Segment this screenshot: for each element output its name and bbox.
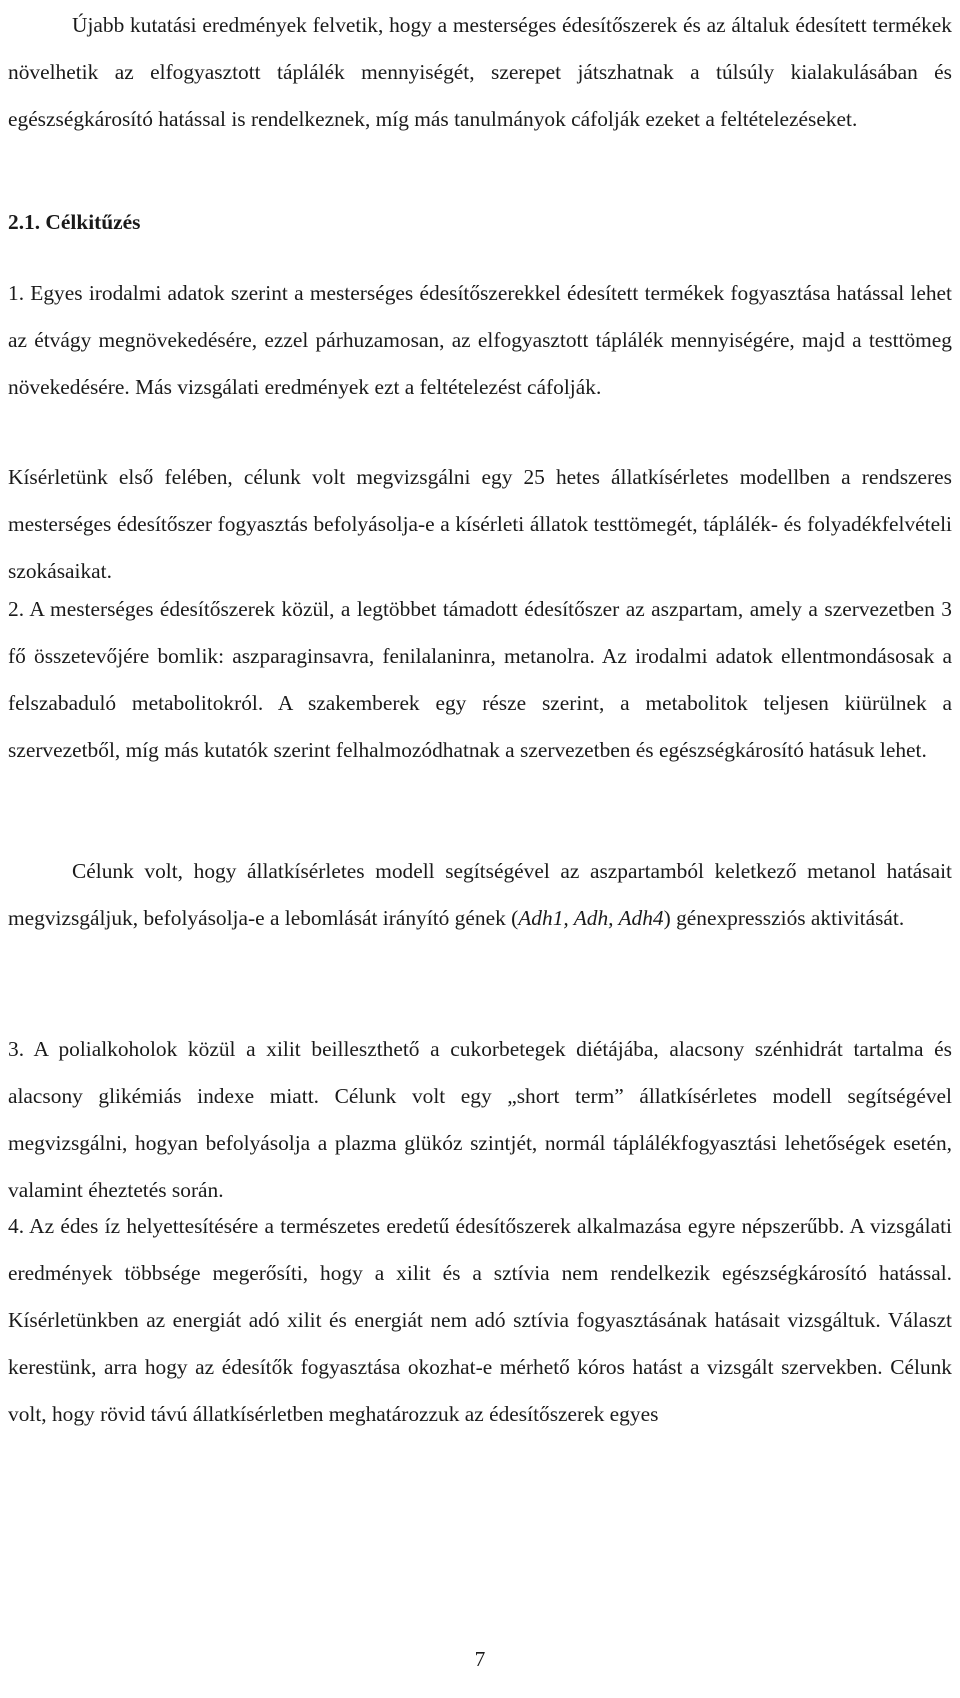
aim-2-goal-paragraph — [8, 848, 952, 942]
aim-2-paragraph: 2. A mesterséges édesítőszerek közül, a legtöbbet támadott édesítőszer az aszpartam, amely a szervezetben 3 fő összetevőjére bomlik: aszparaginsavra, fenilalaninra, metanolra. Az irodalmi adatok ellentmondásosak a felszabaduló metabolitokról. A szakemberek egy része szerint, a metabolitok teljesen kiürülnek a szervezetből, míg más kutatók szerint felhalmozódhatnak a szervezetben és egészségkárosító hatásuk lehet. — [8, 597, 952, 762]
aim-1-experiment-paragraph: Kísérletünk első felében, célunk volt megvizsgálni egy 25 hetes állatkísérletes modellben a rendszeres mesterséges édesítőszer fogyasztás befolyásolja-e a kísérleti állatok testtömegét, táplálék- és folyadékfelvételi szokásaikat. — [8, 465, 952, 583]
page-number: 7 — [474, 1647, 486, 1671]
aim-3-paragraph: 3. A polialkoholok közül a xilit beilleszthető a cukorbetegek diétájába, alacsony szénhidrát tartalma és alacsony glikémiás indexe miatt. Célunk volt egy „short term” állatkísérletes modell segítségével megvizsgálni, hogyan befolyásolja a plazma glükóz szintjét, normál táplálékfogyasztási lehetőségek esetén, valamint éheztetés során. — [8, 1037, 952, 1202]
aim-2-goal-tail: ) génexpressziós aktivitását. — [663, 906, 905, 930]
aim-1-paragraph: 1. Egyes irodalmi adatok szerint a mesterséges édesítőszerekkel édesített termékek fogyasztása hatással lehet az étvágy megnövekedésére, ezzel párhuzamosan, az elfogyasztott táplálék mennyiségére, majd a testtömeg növekedésére. Más vizsgálati eredmények ezt a feltételezést cáfolják. — [8, 281, 952, 399]
aim-2-goal-text: Célunk volt, hogy állatkísérletes modell segítségével az aszpartamból keletkező metanol hatásait megvizsgáljuk, befolyásolja-e a lebomlását irányító gének ( — [8, 859, 952, 930]
document-page — [8, 0, 952, 1698]
intro-paragraph: Újabb kutatási eredmények felvetik, hogy a mesterséges édesítőszerek és az általuk édesített termékek növelhetik az elfogyasztott táplálék mennyiségét, szerepet játszhatnak a túlsúly kialakulásában és egészségkárosító hatással is rendelkeznek, míg más tanulmányok cáfolják ezeket a feltételezéseket. — [8, 13, 952, 131]
aim-4-paragraph: 4. Az édes íz helyettesítésére a természetes eredetű édesítőszerek alkalmazása egyre népszerűbb. A vizsgálati eredmények többsége megerősíti, hogy a xilit és a sztívia nem rendelkezik egészségkárosító hatással. Kísérletünkben az energiát adó xilit és energiát nem adó sztívia fogyasztásának hatásait vizsgáltuk. Választ kerestünk, arra hogy az édesítők fogyasztása okozhat-e mérhető kóros hatást a vizsgált szervekben. Célunk volt, hogy rövid távú állatkísérletben meghatározzuk az édesítőszerek egyes — [8, 1214, 952, 1426]
gene-names: Adh1, Adh, Adh4 — [518, 906, 664, 930]
section-heading: 2.1. Célkitűzés — [8, 210, 141, 234]
